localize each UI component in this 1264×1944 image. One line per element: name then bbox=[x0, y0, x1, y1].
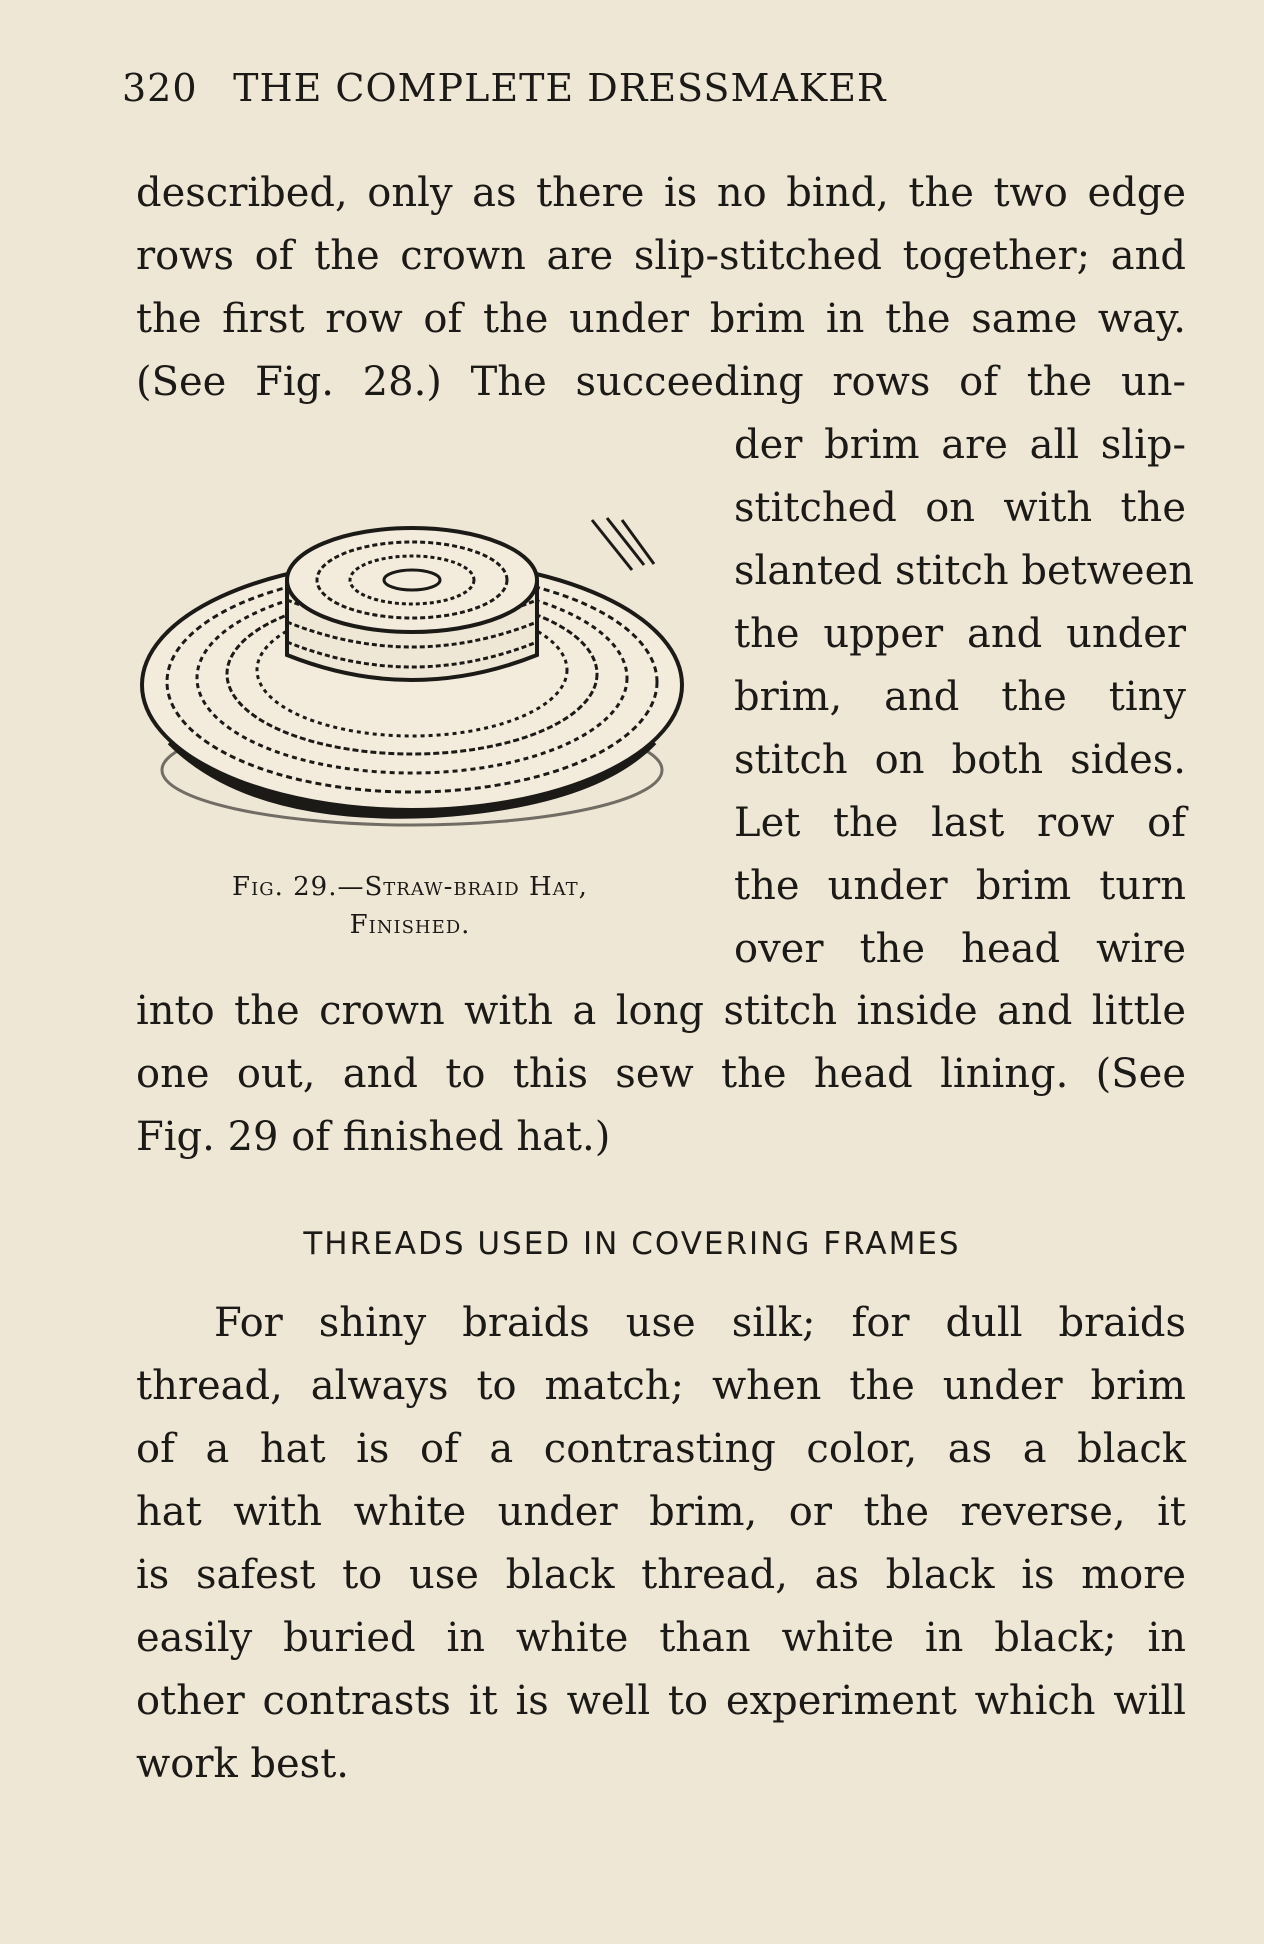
text-line: hat with white under brim, or the reverse, it bbox=[136, 1489, 1186, 1535]
text-line: over the head wire bbox=[734, 926, 1186, 972]
text-line: rows of the crown are slip-stitched together; and bbox=[136, 233, 1186, 279]
text-line: der brim are all slip- bbox=[734, 422, 1186, 468]
figure-caption bbox=[130, 868, 690, 944]
page-number: 320 bbox=[122, 66, 198, 110]
text-line: other contrasts it is well to experiment which will bbox=[136, 1678, 1186, 1724]
paragraph-1-top bbox=[136, 162, 1186, 414]
text-line: thread, always to match; when the under brim bbox=[136, 1363, 1186, 1409]
text-line: is safest to use black thread, as black is more bbox=[136, 1552, 1186, 1598]
text-line: the upper and under bbox=[734, 611, 1186, 657]
caption-line: Fig. 29.—Straw-braid Hat, bbox=[232, 872, 588, 902]
text-line: For shiny braids use silk; for dull braids bbox=[214, 1300, 1186, 1346]
running-header bbox=[122, 66, 1062, 110]
paragraph-1-bottom bbox=[136, 980, 1186, 1169]
text-line: described, only as there is no bind, the two edge bbox=[136, 170, 1186, 216]
paragraph-1-column bbox=[734, 414, 1195, 981]
text-line: the under brim turn bbox=[734, 863, 1186, 909]
text-line: Fig. 29 of finished hat.) bbox=[136, 1114, 611, 1160]
running-title: THE COMPLETE DRESSMAKER bbox=[233, 66, 887, 110]
straw-hat-illustration bbox=[112, 440, 712, 860]
section-heading: THREADS USED IN COVERING FRAMES bbox=[303, 1226, 961, 1262]
text-line: of a hat is of a contrasting color, as a black bbox=[136, 1426, 1186, 1472]
text-line: slanted stitch between bbox=[734, 548, 1195, 594]
text-line: into the crown with a long stitch inside and little bbox=[136, 988, 1186, 1034]
text-line: the first row of the under brim in the same way. bbox=[136, 296, 1186, 342]
text-line: stitch on both sides. bbox=[734, 737, 1186, 783]
text-line: Let the last row of bbox=[734, 800, 1186, 846]
caption-line: Finished. bbox=[349, 910, 471, 940]
paragraph-2 bbox=[136, 1292, 1186, 1796]
text-line: work best. bbox=[136, 1741, 349, 1787]
text-line: one out, and to this sew the head lining. (See bbox=[136, 1051, 1186, 1097]
text-line: brim, and the tiny bbox=[734, 674, 1186, 720]
text-line: (See Fig. 28.) The succeeding rows of the un- bbox=[136, 359, 1186, 405]
text-line: easily buried in white than white in black; in bbox=[136, 1615, 1186, 1661]
text-line: stitched on with the bbox=[734, 485, 1186, 531]
